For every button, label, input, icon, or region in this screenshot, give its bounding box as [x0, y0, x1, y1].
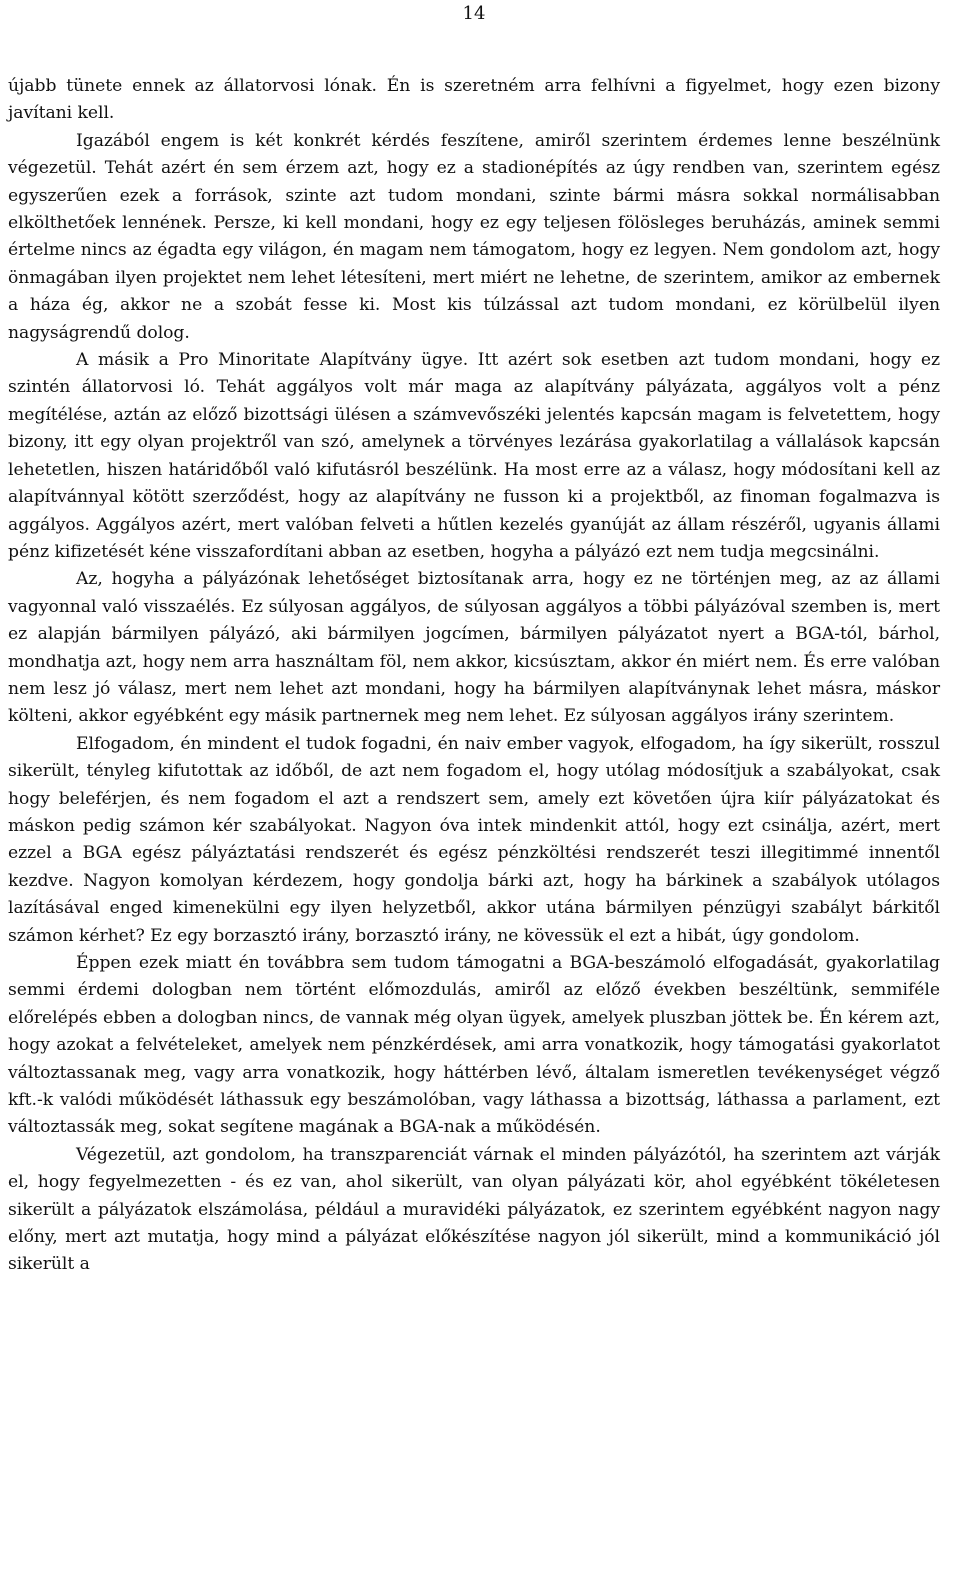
paragraph: újabb tünete ennek az állatorvosi lónak. Én is szeretném arra felhívni a figyelmet, hogy ezen bizony javítani kell.: [8, 76, 940, 124]
paragraph: Végezetül, azt gondolom, ha transzparenciát várnak el minden pályázótól, ha szerintem azt várják el, hogy fegyelmezetten - és ez van, ahol sikerült, van olyan pályázati kör, ahol egyébként tökéletesen sikerült a pályázatok elszámolása, például a muravidéki pályázatok, ez szerintem egyébként nagyon nagy előny, mert azt mutatja, hogy mind a pályázat előkészítése nagyon jól sikerült, mind a kommunikáció jól sikerült a: [8, 1144, 940, 1275]
paragraph: Az, hogyha a pályázónak lehetőséget biztosítanak arra, hogy ez ne történjen meg, az az állami vagyonnal való visszaélés. Ez súlyosan aggályos, de súlyosan aggályos a többi pályázóval szemben is, mert ez alapján bármilyen pályázó, aki bármilyen jogcímen, bármilyen pályázatot nyert a BGA-tól, bárhol, mondhatja azt, hogy nem arra használtam föl, nem akkor, kicsúsztam, akkor én miért nem. És erre valóban nem lesz jó válasz, mert nem lehet azt mondani, hogy ha bármilyen alapítványnak lehet másra, máskor költeni, akkor egyébként egy másik partnernek meg nem lehet. Ez súlyosan aggályos irány szerintem.: [8, 569, 940, 727]
paragraph: Igazából engem is két konkrét kérdés feszítene, amiről szerintem érdemes lenne beszélnünk végezetül. Tehát azért én sem érzem azt, hogy ez a stadionépítés az úgy rendben van, szerintem egész egyszerűen ezek a források, szinte azt tudom mondani, szinte bármi másra sokkal normálisabban elkölthetőek lennének. Persze, ki kell mondani, hogy ez egy teljesen fölösleges beruházás, aminek semmi értelme nincs az égadta egy világon, én magam nem támogatom, hogy ez legyen. Nem gondolom azt, hogy önmagában ilyen projektet nem lehet létesíteni, mert miért ne lehetne, de szerintem, amikor az embernek a háza ég, akkor ne a szobát fesse ki. Most kis túlzással azt tudom mondani, ez körülbelül ilyen nagyságrendű dolog.: [8, 130, 940, 343]
paragraph: Elfogadom, én mindent el tudok fogadni, én naiv ember vagyok, elfogadom, ha így sikerült, rosszul sikerült, tényleg kifutottak az időből, de azt nem fogadom el, hogy utólag módosítjuk a szabályokat, csak hogy beleférjen, és nem fogadom el azt a rendszert sem, amely ezt követően újra kiír pályázatokat és máskon pedig számon kér szabályokat. Nagyon óva intek mindenkit attól, hogy ezt csinálja, azért, mert ezzel a BGA egész pályáztatási rendszerét és egész pénzköltési rendszerét teszi illegitimmé innentől kezdve. Nagyon komolyan kérdezem, hogy gondolja bárki azt, hogy ha bárkinek a szabályok utólagos lazításával enged kimenekülni egy ilyen helyzetből, akkor utána bármilyen pénzügyi szabályt bárkitől számon kérhet? Ez egy borzasztó irány, borzasztó irány, ne kövessük el ezt a hibát, úgy gondolom.: [8, 733, 940, 946]
body-text: [8, 73, 940, 1279]
page-number: 14: [462, 3, 486, 24]
paragraph: A másik a Pro Minoritate Alapítvány ügye. Itt azért sok esetben azt tudom mondani, hogy ez szintén állatorvosi ló. Tehát aggályos volt már maga az alapítvány pályázata, aggályos volt a pénz megítélése, aztán az előző bizottsági ülésen a számvevőszéki jelentés kapcsán magam is felvetettem, hogy bizony, itt egy olyan projektről van szó, amelynek a törvényes lezárása gyakorlatilag a vállalások kapcsán lehetetlen, hiszen határidőből való kifutásról beszélünk. Ha most erre az a válasz, hogy módosítani kell az alapítvánnyal kötött szerződést, hogy az alapítvány ne fusson ki a projektből, az finoman fogalmazva is aggályos. Aggályos azért, mert valóban felveti a hűtlen kezelés gyanúját az állam részéről, ugyanis állami pénz kifizetését kéne visszafordítani abban az esetben, hogyha a pályázó ezt nem tudja megcsinálni.: [8, 350, 940, 562]
paragraph: Éppen ezek miatt én továbbra sem tudom támogatni a BGA-beszámoló elfogadását, gyakorlatilag semmi érdemi dologban nem történt előmozdulás, amiről az előző években beszéltünk, semmiféle előrelépés ebben a dologban nincs, de vannak még olyan ügyek, amelyek pluszban jöttek be. Én kérem azt, hogy azokat a felvételeket, amelyek nem pénzkérdések, ami arra vonatkozik, hogy támogatási gyakorlatot változtassanak meg, vagy arra vonatkozik, hogy háttérben lévő, általam ismeretlen tevékenységet végző kft.-k valódi működését láthassuk egy beszámolóban, vagy láthassa a bizottság, láthassa a parlament, ezt változtassák meg, sokat segítene magának a BGA-nak a működésén.: [8, 953, 940, 1138]
